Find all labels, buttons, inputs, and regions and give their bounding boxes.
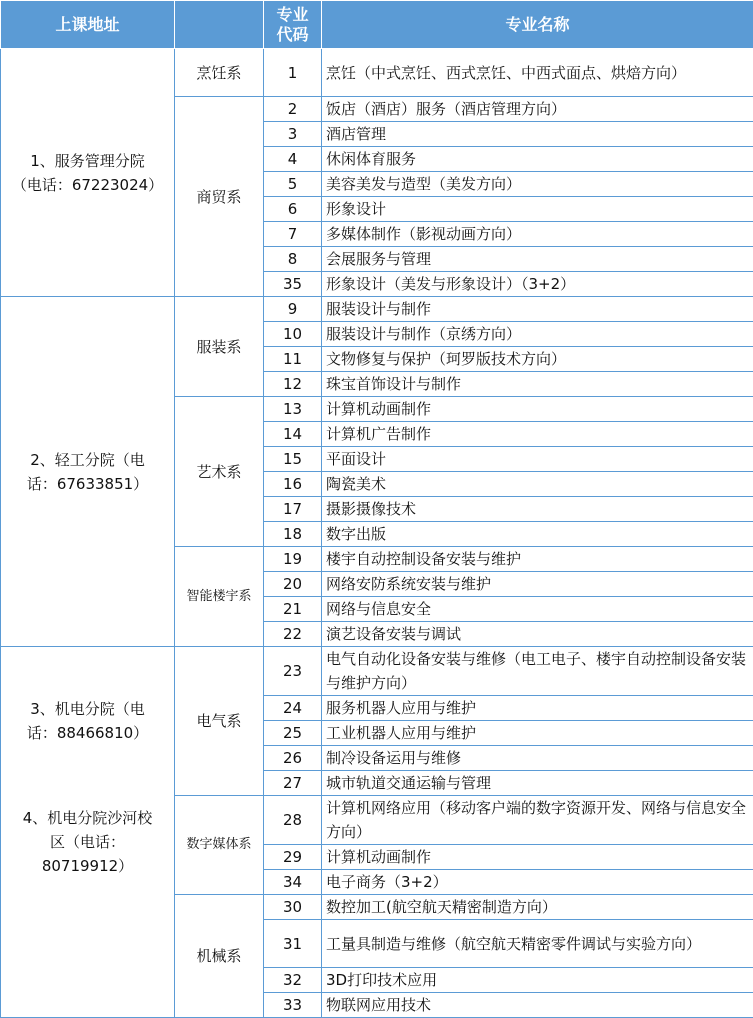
major-code: 15 xyxy=(264,447,322,472)
major-name: 工业机器人应用与维护 xyxy=(322,721,753,746)
campus-1 xyxy=(1,49,175,297)
major-name: 形象设计 xyxy=(322,197,753,222)
campus-4-line1: 4、机电分院沙河校 xyxy=(9,806,166,830)
major-code: 22 xyxy=(264,622,322,647)
header-code xyxy=(264,1,322,49)
dept-fuzhuang: 服装系 xyxy=(175,297,264,397)
major-code: 32 xyxy=(264,968,322,993)
major-code: 24 xyxy=(264,696,322,721)
dept-zhineng: 智能楼宇系 xyxy=(175,547,264,647)
major-name: 服务机器人应用与维护 xyxy=(322,696,753,721)
dept-dianqi: 电气系 xyxy=(175,647,264,796)
dept-yishu: 艺术系 xyxy=(175,397,264,547)
major-code: 11 xyxy=(264,347,322,372)
campus-4 xyxy=(1,796,175,1018)
major-code: 35 xyxy=(264,272,322,297)
major-code: 5 xyxy=(264,172,322,197)
campus-2 xyxy=(1,297,175,647)
major-code: 34 xyxy=(264,870,322,895)
header-code-line2: 代码 xyxy=(264,25,321,45)
major-code: 18 xyxy=(264,522,322,547)
major-code: 20 xyxy=(264,572,322,597)
major-name: 珠宝首饰设计与制作 xyxy=(322,372,753,397)
dept-pengren: 烹饪系 xyxy=(175,49,264,97)
major-code: 26 xyxy=(264,746,322,771)
major-code: 1 xyxy=(264,49,322,97)
major-code: 8 xyxy=(264,247,322,272)
major-code: 25 xyxy=(264,721,322,746)
campus-1-line1: 1、服务管理分院 xyxy=(9,149,166,173)
major-code: 4 xyxy=(264,147,322,172)
major-name: 计算机动画制作 xyxy=(322,397,753,422)
major-name: 烹饪（中式烹饪、西式烹饪、中西式面点、烘焙方向） xyxy=(322,49,753,97)
major-name: 酒店管理 xyxy=(322,122,753,147)
campus-2-line2: 话：67633851） xyxy=(9,472,166,496)
major-code: 3 xyxy=(264,122,322,147)
major-name: 数字出版 xyxy=(322,522,753,547)
major-name: 多媒体制作（影视动画方向） xyxy=(322,222,753,247)
table-row xyxy=(1,49,753,97)
campus-1-line2: （电话：67223024） xyxy=(9,173,166,197)
campus-2-line1: 2、轻工分院（电 xyxy=(9,448,166,472)
header-blank xyxy=(175,1,264,49)
major-code: 9 xyxy=(264,297,322,322)
major-code: 31 xyxy=(264,920,322,968)
major-name: 演艺设备安装与调试 xyxy=(322,622,753,647)
major-name: 会展服务与管理 xyxy=(322,247,753,272)
major-code: 29 xyxy=(264,845,322,870)
major-code: 30 xyxy=(264,895,322,920)
major-name: 城市轨道交通运输与管理 xyxy=(322,771,753,796)
major-name: 饭店（酒店）服务（酒店管理方向） xyxy=(322,97,753,122)
major-name: 平面设计 xyxy=(322,447,753,472)
major-code: 16 xyxy=(264,472,322,497)
major-name: 制冷设备运用与维修 xyxy=(322,746,753,771)
header-address: 上课地址 xyxy=(1,1,175,49)
major-code: 21 xyxy=(264,597,322,622)
major-code: 23 xyxy=(264,647,322,696)
major-name: 摄影摄像技术 xyxy=(322,497,753,522)
major-code: 7 xyxy=(264,222,322,247)
major-name: 形象设计（美发与形象设计）（3+2） xyxy=(322,272,753,297)
major-code: 12 xyxy=(264,372,322,397)
table-row xyxy=(1,297,753,322)
major-name: 楼宇自动控制设备安装与维护 xyxy=(322,547,753,572)
dept-shuzi: 数字媒体系 xyxy=(175,796,264,895)
major-code: 14 xyxy=(264,422,322,447)
major-name: 计算机网络应用（移动客户端的数字资源开发、网络与信息安全方向） xyxy=(322,796,753,845)
header-row xyxy=(1,1,753,49)
major-name: 电子商务（3+2） xyxy=(322,870,753,895)
major-name: 物联网应用技术 xyxy=(322,993,753,1018)
campus-4-line3: 80719912） xyxy=(9,854,166,878)
major-name: 网络与信息安全 xyxy=(322,597,753,622)
campus-3-line1: 3、机电分院（电 xyxy=(9,697,166,721)
dept-jixie: 机械系 xyxy=(175,895,264,1018)
major-name: 美容美发与造型（美发方向） xyxy=(322,172,753,197)
major-code: 19 xyxy=(264,547,322,572)
major-name: 3D打印技术应用 xyxy=(322,968,753,993)
table-row xyxy=(1,796,753,845)
campus-4-line2: 区（电话： xyxy=(9,830,166,854)
major-name: 工量具制造与维修（航空航天精密零件调试与实验方向） xyxy=(322,920,753,968)
header-code-line1: 专业 xyxy=(264,5,321,25)
campus-3 xyxy=(1,647,175,796)
major-name: 休闲体育服务 xyxy=(322,147,753,172)
major-name: 数控加工(航空航天精密制造方向） xyxy=(322,895,753,920)
major-name: 服装设计与制作 xyxy=(322,297,753,322)
major-name: 陶瓷美术 xyxy=(322,472,753,497)
table-row xyxy=(1,647,753,696)
major-code: 17 xyxy=(264,497,322,522)
header-major: 专业名称 xyxy=(322,1,753,49)
major-name: 文物修复与保护（珂罗版技术方向） xyxy=(322,347,753,372)
major-name: 计算机广告制作 xyxy=(322,422,753,447)
dept-shangmao: 商贸系 xyxy=(175,97,264,297)
campus-3-line2: 话：88466810） xyxy=(9,721,166,745)
major-code: 6 xyxy=(264,197,322,222)
major-code: 33 xyxy=(264,993,322,1018)
major-code: 13 xyxy=(264,397,322,422)
major-code: 10 xyxy=(264,322,322,347)
major-name: 电气自动化设备安装与维修（电工电子、楼宇自动控制设备安装与维护方向） xyxy=(322,647,753,696)
major-code: 27 xyxy=(264,771,322,796)
major-code: 28 xyxy=(264,796,322,845)
major-name: 计算机动画制作 xyxy=(322,845,753,870)
major-name: 网络安防系统安装与维护 xyxy=(322,572,753,597)
major-code: 2 xyxy=(264,97,322,122)
major-name: 服装设计与制作（京绣方向） xyxy=(322,322,753,347)
